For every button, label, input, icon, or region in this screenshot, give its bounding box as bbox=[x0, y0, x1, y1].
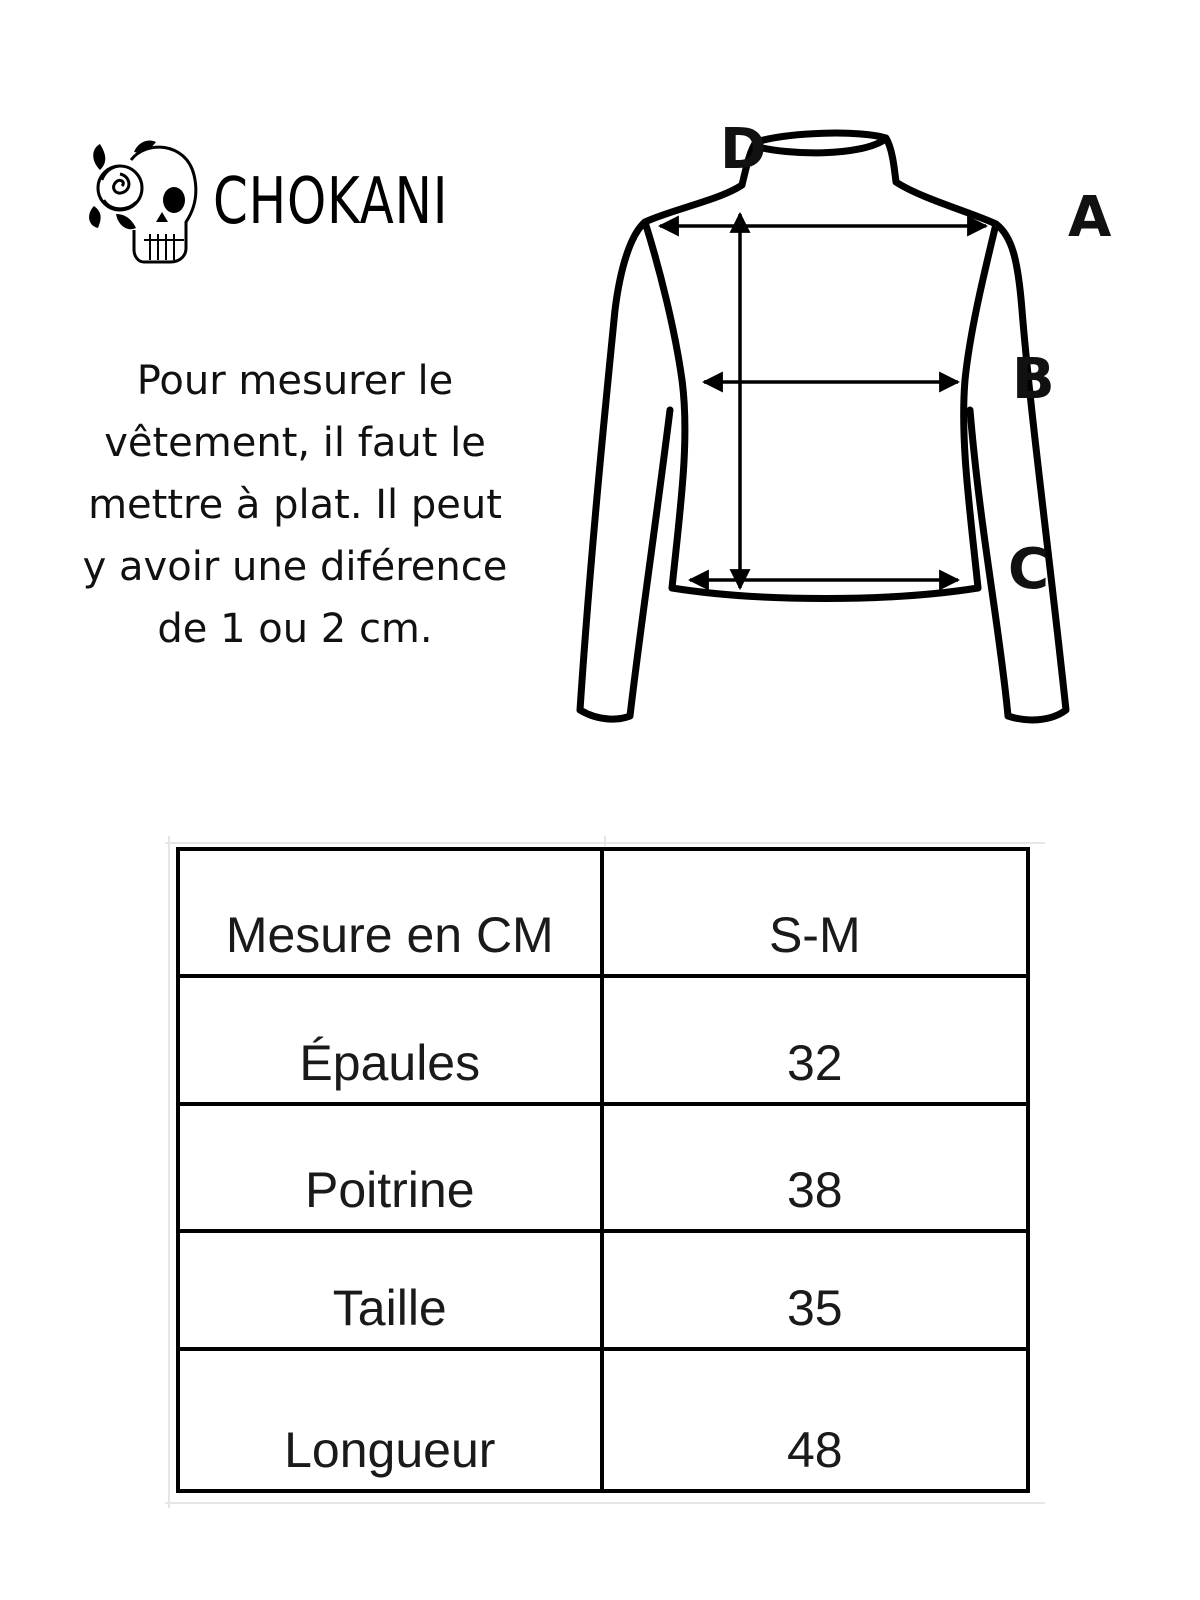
measure-value: 32 bbox=[602, 976, 1028, 1104]
measure-value: 38 bbox=[602, 1104, 1028, 1231]
table-row bbox=[178, 1231, 1028, 1349]
grid-line bbox=[165, 1502, 1045, 1504]
label-d: D bbox=[720, 117, 767, 182]
instruction-line: de 1 ou 2 cm. bbox=[157, 606, 433, 652]
size-table bbox=[176, 847, 1030, 1493]
measure-value: 48 bbox=[602, 1349, 1028, 1491]
garment-diagram bbox=[560, 110, 1160, 750]
table-header-row bbox=[178, 849, 1028, 976]
grid-line bbox=[168, 836, 170, 1508]
label-c: C bbox=[1008, 537, 1050, 602]
brand-logo bbox=[86, 130, 486, 270]
header-measure: Mesure en CM bbox=[178, 849, 602, 976]
label-a: A bbox=[1068, 185, 1112, 250]
instruction-line: vêtement, il faut le bbox=[104, 420, 486, 466]
measure-name: Longueur bbox=[178, 1349, 602, 1491]
instruction-line: y avoir une diférence bbox=[82, 544, 508, 590]
label-b: B bbox=[1012, 347, 1055, 412]
grid-line bbox=[604, 836, 606, 846]
measure-name: Taille bbox=[178, 1231, 602, 1349]
measurement-instructions bbox=[55, 350, 535, 660]
skull-rose-icon bbox=[86, 130, 206, 270]
instruction-line: Pour mesurer le bbox=[136, 358, 454, 404]
measure-value: 35 bbox=[602, 1231, 1028, 1349]
measure-name: Poitrine bbox=[178, 1104, 602, 1231]
table-row bbox=[178, 1349, 1028, 1491]
instruction-line: mettre à plat. Il peut bbox=[88, 482, 502, 528]
measure-name: Épaules bbox=[178, 976, 602, 1104]
brand-name: CHOKANI bbox=[213, 165, 449, 239]
table-row bbox=[178, 1104, 1028, 1231]
header-size: S-M bbox=[602, 849, 1028, 976]
table-row bbox=[178, 976, 1028, 1104]
